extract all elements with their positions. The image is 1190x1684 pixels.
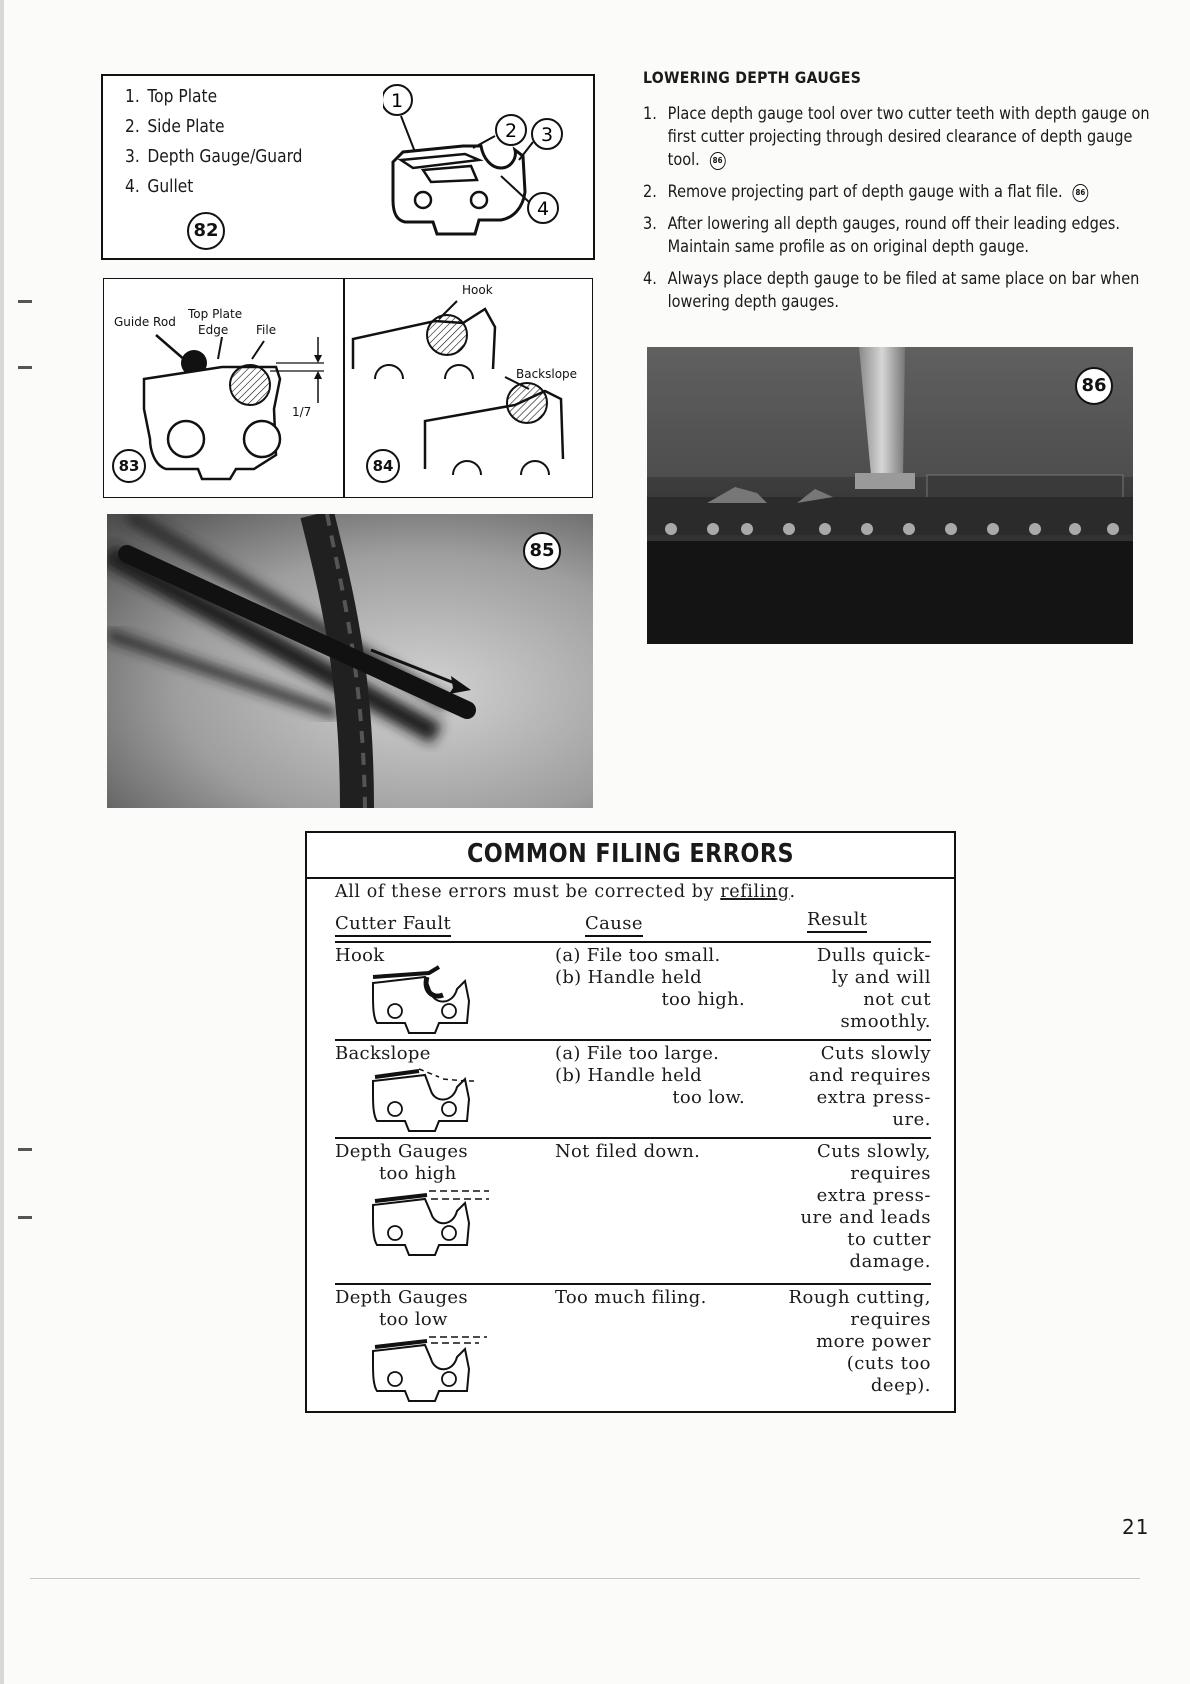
- legend-item: 2. Side Plate: [125, 116, 225, 137]
- legend-item: 4. Gullet: [125, 176, 194, 197]
- figure-badge: 82: [187, 212, 225, 250]
- cause-text: Too much filing.: [555, 1287, 707, 1308]
- column-header-fault: Cutter Fault: [335, 913, 451, 937]
- photo-86-illustration: [647, 347, 1133, 644]
- table-row: [335, 1039, 931, 1137]
- binder-mark: [18, 366, 32, 369]
- callout-label: 3: [540, 124, 554, 146]
- photo-depth-gauge-tool: [647, 347, 1133, 644]
- label-hook: Hook: [462, 283, 493, 297]
- figure-ref-badge: 86: [710, 152, 726, 170]
- fault-name: Depth Gauges too high: [335, 1141, 468, 1184]
- table-row: [335, 1283, 931, 1409]
- figure-82: [101, 74, 595, 260]
- lowering-steps-list: [643, 102, 1153, 322]
- legend-item: 3. Depth Gauge/Guard: [125, 146, 303, 167]
- page-number: 21: [1122, 1515, 1150, 1539]
- column-header-cause: Cause: [585, 913, 643, 937]
- label-fraction: 1/7: [292, 405, 312, 419]
- step-item: 4. Always place depth gauge to be filed at same place on bar when lowering depth gauges.: [643, 269, 1140, 311]
- table-intro: All of these errors must be corrected by refiling.: [335, 882, 796, 902]
- callout-label: 4: [536, 198, 550, 220]
- title-rule: [307, 877, 954, 879]
- legend-item: 1. Top Plate: [125, 86, 218, 107]
- label-file: File: [256, 323, 277, 337]
- step-item: 2. Remove projecting part of depth gauge with a flat file. 86: [643, 180, 1153, 203]
- callout-label: 2: [504, 120, 518, 142]
- photo-file-on-chain: [107, 514, 593, 808]
- result-text: Rough cutting, requires more power (cuts too deep).: [788, 1287, 931, 1396]
- depth-gauge-high-cutter-icon: [369, 1183, 499, 1263]
- fault-name: Depth Gauges too low: [335, 1287, 468, 1330]
- binder-mark: [18, 1148, 32, 1151]
- cause-text: (a) File too large. (b) Handle held too low.: [555, 1043, 745, 1108]
- result-text: Cuts slowly and requires extra press- ure.: [808, 1043, 931, 1130]
- hook-cutter-icon: [369, 965, 479, 1037]
- common-filing-errors-table: [305, 831, 956, 1413]
- figure-badge: 86: [1075, 367, 1113, 405]
- table-row: [335, 941, 931, 1039]
- footer-rule: [30, 1578, 1140, 1579]
- label-edge: Edge: [198, 323, 229, 337]
- table-title: COMMON FILING ERRORS: [466, 839, 795, 869]
- cutter-parts-diagram: [383, 82, 593, 252]
- backslope-cutter-icon: [369, 1063, 479, 1135]
- fault-name: Backslope: [335, 1043, 431, 1064]
- label-guide-rod: Guide Rod: [114, 315, 176, 329]
- step-item: 1. Place depth gauge tool over two cutter teeth with depth gauge on first cutter projecting through desired clearance of depth gauge tool. 86: [643, 104, 1150, 169]
- figures-83-84: [103, 278, 593, 498]
- cause-text: (a) File too small. (b) Handle held too high.: [555, 945, 745, 1010]
- binder-mark: [18, 300, 32, 303]
- figure-badge: 85: [523, 532, 561, 570]
- step-item: 3. After lowering all depth gauges, round off their leading edges. Maintain same profile as on original depth gauge.: [643, 214, 1120, 256]
- result-text: Cuts slowly, requires extra press- ure and leads to cutter damage.: [800, 1141, 931, 1272]
- binder-mark: [18, 1216, 32, 1219]
- parts-legend: [125, 82, 303, 202]
- cause-text: Not filed down.: [555, 1141, 701, 1162]
- figure-ref-badge: 86: [1073, 184, 1089, 202]
- depth-gauge-low-cutter-icon: [369, 1329, 499, 1409]
- column-header-result: Result: [807, 909, 867, 933]
- figure-badge: 84: [366, 449, 400, 483]
- section-title: LOWERING DEPTH GAUGES: [643, 68, 862, 87]
- label-backslope: Backslope: [516, 367, 578, 381]
- table-row: [335, 1137, 931, 1283]
- fault-name: Hook: [335, 945, 385, 966]
- photo-85-illustration: [107, 514, 593, 808]
- binder-edge: [0, 0, 4, 1684]
- figure-badge: 83: [112, 449, 146, 483]
- label-top-plate: Top Plate: [188, 307, 243, 321]
- result-text: Dulls quick- ly and will not cut smoothly.: [816, 945, 931, 1032]
- callout-label: 1: [390, 90, 404, 112]
